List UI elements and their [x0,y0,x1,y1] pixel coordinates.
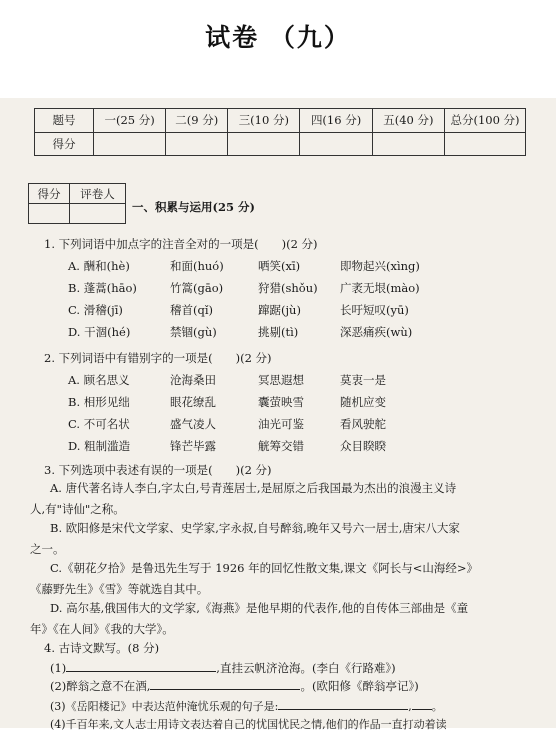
question-4-stem: 4. 古诗文默写。(8 分) [44,641,160,655]
q3-option-d-line1: D. 高尔基,俄国伟大的文学家,《海燕》是他早期的代表作,他的自传体三部曲是《童 [50,601,469,615]
q2-option-cell: 看风驶舵 [340,417,386,431]
section-title: 一、积累与运用(25 分) [132,200,255,214]
q3-option-b-line1: B. 欧阳修是宋代文学家、史学家,字永叔,自号醉翁,晚年又号六一居士,唐宋八大家 [50,521,460,535]
q2-option-cell: 囊萤映雪 [258,395,304,409]
q4-l3-comma: , [408,700,412,713]
q1-option-cell: 哂笑(xī) [258,259,301,273]
q1-option-cell: 和面(huó) [170,259,224,273]
grader-score-label: 得分 [29,184,70,204]
q1-option-cell: B. 蓬蒿(hāo) [68,281,137,295]
q4-line-3 [50,698,443,714]
q1-option-cell: 禁锢(gù) [170,325,217,339]
q4-l3-end: 。 [431,700,443,713]
grader-table [28,183,126,224]
grader-score-cell [29,204,70,224]
q2-option-cell: C. 不可名状 [68,417,130,431]
q4-line-4: (4)千百年来,文人志士用诗文表达着自己的忧国忧民之情,他们的作品一直打动着读 [50,718,447,731]
score-row-label: 得分 [35,132,94,156]
page-title: 试卷 （九） [205,23,351,52]
question-1-stem: 1. 下列词语中加点字的注音全对的一项是( )(2 分) [44,237,318,251]
q2-option-cell: 沧海桑田 [170,373,216,387]
grader-name-label: 评卷人 [70,184,126,204]
score-header-cell: 二(9 分) [166,109,228,133]
q4-l1-suffix: ,直挂云帆济沧海。(李白《行路难》) [216,661,396,675]
q4-line-1 [50,660,396,676]
q3-option-a-line2: 人,有"诗仙"之称。 [30,502,125,516]
q2-option-cell: 莫衷一是 [340,373,386,387]
score-header-cell: 四(16 分) [300,109,372,133]
question-3-stem: 3. 下列选项中表述有误的一项是( )(2 分) [44,463,272,477]
score-table-header-row [35,109,526,133]
q1-option-cell: 挑剔(tì) [258,325,299,339]
question-2-stem: 2. 下列词语中有错别字的一项是( )(2 分) [44,351,272,365]
q2-option-cell: 眼花缭乱 [170,395,216,409]
q4-l3-text: (3)《岳阳楼记》中表达范仲淹忧乐观的句子是: [50,700,279,713]
score-cell [166,132,228,156]
q1-option-cell: 竹篙(gāo) [170,281,224,295]
score-header-cell: 一(25 分) [94,109,166,133]
score-cell [94,132,166,156]
q2-option-cell: 油光可鉴 [258,417,304,431]
q4-line-2 [50,678,419,694]
q4-l2-suffix: 。(欧阳修《醉翁亭记》) [300,679,419,693]
score-header-cell: 总分(100 分) [445,109,526,133]
q3-option-c-line1: C.《朝花夕拾》是鲁迅先生写于 1926 年的回忆性散文集,课文《阿长与<山海经>》 [50,561,479,575]
q2-option-cell: 觥筹交错 [258,439,304,453]
q1-option-cell: 长吁短叹(yū) [340,303,409,317]
answer-blank[interactable] [66,660,216,672]
q1-option-cell: 广袤无垠(mào) [340,281,420,295]
q3-option-a-line1: A. 唐代著名诗人李白,字太白,号青莲居士,是屈原之后我国最为杰出的浪漫主义诗 [50,481,457,495]
q2-option-cell: B. 相形见绌 [68,395,130,409]
q2-option-cell: 锋芒毕露 [170,439,216,453]
score-cell [300,132,372,156]
q2-option-cell: 冥思遐想 [258,373,304,387]
q1-option-cell: 狩猎(shǒu) [258,281,318,295]
score-header-cell: 五(40 分) [372,109,444,133]
q3-option-d-line2: 年》《在人间》《我的大学》。 [30,622,174,636]
q2-option-cell: 随机应变 [340,395,386,409]
q1-option-cell: A. 酬和(hè) [68,259,130,273]
q4-l2-prefix: (2)醉翁之意不在酒, [50,679,151,693]
q1-option-cell: 蹿踞(jù) [258,303,301,317]
q3-option-b-line2: 之一。 [30,542,65,556]
q2-option-cell: 众目睽睽 [340,439,386,453]
q2-option-cell: 盛气凌人 [170,417,216,431]
score-header-cell: 题号 [35,109,94,133]
q1-option-cell: 即物起兴(xìng) [340,259,420,273]
q3-option-c-line2: 《藤野先生》《雪》等就选自其中。 [30,582,209,596]
grader-name-cell [70,204,126,224]
score-cell [445,132,526,156]
q1-option-cell: 稽首(qǐ) [170,303,214,317]
q4-l1-prefix: (1) [50,661,67,675]
score-cell [228,132,300,156]
answer-blank[interactable] [412,698,432,710]
q2-option-cell: A. 顾名思义 [68,373,130,387]
score-table [34,108,526,156]
answer-blank[interactable] [150,678,300,690]
q2-option-cell: D. 粗制滥造 [68,439,131,453]
q1-option-cell: 深恶痛疾(wù) [340,325,413,339]
q1-option-cell: D. 干涸(hé) [68,325,131,339]
score-table-score-row [35,132,526,156]
score-cell [372,132,444,156]
q1-option-cell: C. 滑稽(jī) [68,303,123,317]
answer-blank[interactable] [278,698,408,710]
score-header-cell: 三(10 分) [228,109,300,133]
